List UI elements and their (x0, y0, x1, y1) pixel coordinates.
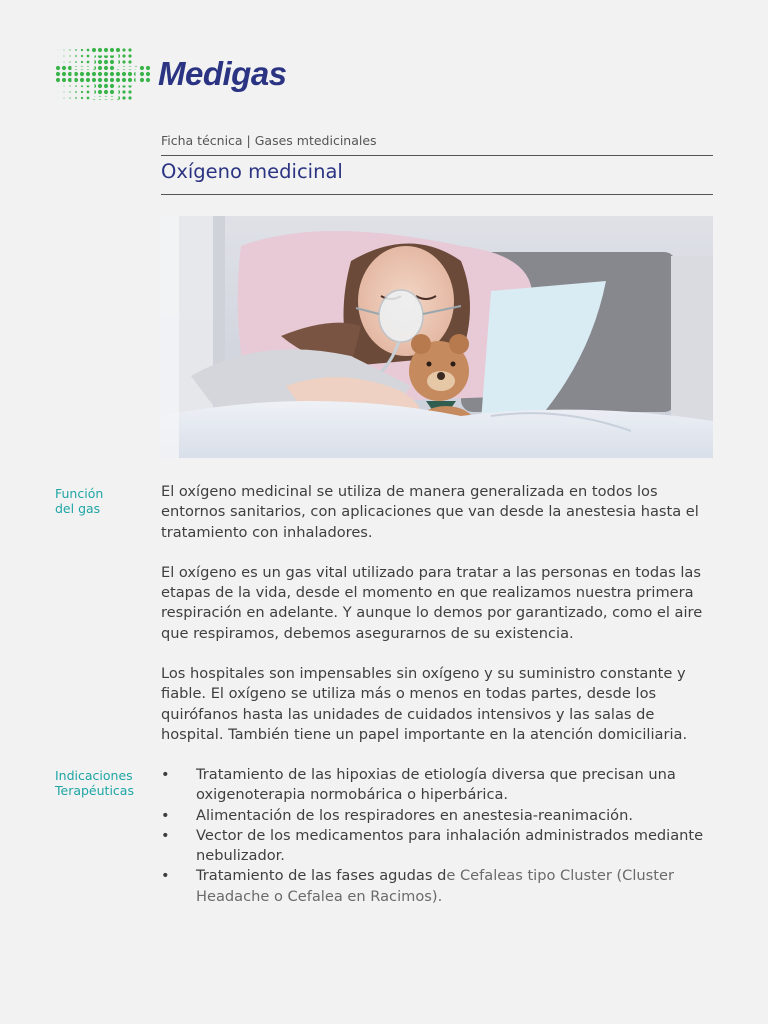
logo-dot (140, 66, 144, 70)
logo-dot (56, 72, 60, 76)
logo-dot (104, 72, 108, 76)
list-item (161, 866, 721, 907)
logo-dot (56, 78, 60, 82)
logo-dot (69, 91, 70, 92)
logo-dot (122, 48, 125, 51)
logo-dot (128, 78, 132, 82)
logo-dot (62, 66, 66, 70)
logo-dot (98, 84, 102, 88)
logo-dot (116, 78, 120, 82)
list-item-text: Alimentación de los respiradores en anestesia-reanimación. (196, 806, 633, 824)
logo-dot (92, 72, 96, 76)
logo-dot (110, 72, 114, 76)
logo-dot (122, 96, 125, 99)
logo-dot (87, 91, 90, 94)
logo-dot (122, 78, 126, 82)
funcion-paragraph: El oxígeno medicinal se utiliza de manera generalizada en todos los entornos sanitarios, con aplicaciones que van desde la anestesia hasta el tratamiento con inhaladores. (161, 483, 699, 541)
logo-dot (81, 97, 83, 99)
logo-dot (128, 54, 131, 57)
logo-dot (104, 84, 108, 88)
logo-dot (87, 55, 90, 58)
logo-dot (104, 66, 108, 70)
hospital-photo (161, 216, 713, 458)
logo-dot (69, 85, 70, 86)
indicaciones-list (161, 765, 721, 907)
funcion-paragraph: Los hospitales son impensables sin oxígeno y su suministro constante y fiable. El oxígeno se utiliza más o menos en todas partes, desde los quirófanos hasta las unidades de cuidados intensivos y las salas de hospital. También tiene un papel importante en la atención domiciliaria. (161, 665, 688, 743)
logo-dot (122, 54, 125, 57)
logo-dot (128, 96, 131, 99)
logo-dot (68, 78, 72, 82)
logo-dot (69, 97, 70, 98)
logo-dot (104, 60, 108, 64)
logo-dot (146, 72, 150, 76)
logo-dot (81, 55, 83, 57)
logo-dot (128, 72, 132, 76)
logo-dot (64, 86, 65, 87)
logo-dot (62, 78, 66, 82)
header-rule-bottom (161, 194, 713, 195)
logo-dot (75, 49, 77, 51)
logo-dot (128, 60, 131, 63)
logo-dot (75, 97, 77, 99)
logo-dot (64, 56, 65, 57)
medigas-cross-logo-icon (55, 46, 155, 102)
list-item-text: Tratamiento de las hipoxias de etiología diversa que precisan una oxigenoterapia normobárica o hiperbárica. (196, 766, 676, 804)
logo-dot (146, 78, 150, 82)
page-title: Oxígeno medicinal (161, 160, 343, 183)
logo-dot (64, 62, 65, 63)
logo-dot (128, 48, 131, 51)
logo-dot (86, 72, 90, 76)
logo-dot (68, 72, 72, 76)
funcion-body (161, 482, 721, 765)
logo-dot (80, 72, 84, 76)
section-label-funcion-line1: Función (55, 486, 104, 501)
logo-dot (81, 91, 83, 93)
logo-dot (75, 61, 77, 63)
logo-dot (98, 66, 102, 70)
logo-dot (110, 48, 114, 52)
medigas-logo (55, 46, 315, 102)
section-label-indicaciones-line2: Terapéuticas (55, 783, 134, 798)
bullet-icon: • (161, 826, 170, 844)
logo-dot (86, 78, 90, 82)
logo-dot (69, 61, 70, 62)
logo-dot (81, 49, 83, 51)
bullet-icon: • (161, 867, 170, 885)
logo-dot (110, 60, 114, 64)
logo-dot (110, 84, 114, 88)
logo-dot (98, 48, 102, 52)
list-item-text-muted: e Cefaleas tipo Cluster (Cluster Headache o Cefalea en Racimos). (196, 867, 674, 905)
logo-dot (122, 60, 125, 63)
logo-dot (92, 78, 96, 82)
section-label-funcion-line2: del gas (55, 501, 101, 516)
logo-dot (104, 78, 108, 82)
list-item (161, 826, 721, 867)
section-label-indicaciones (55, 768, 134, 798)
brand-name: Medigas (158, 55, 287, 92)
logo-dot (98, 90, 102, 94)
logo-dot (69, 49, 70, 50)
logo-dot (87, 97, 90, 100)
list-item-text: Vector de los medicamentos para inhalación administrados mediante nebulizador. (196, 826, 704, 865)
logo-dot (64, 98, 65, 99)
logo-dot (69, 55, 70, 56)
logo-dot (87, 49, 90, 52)
logo-dot (75, 91, 77, 93)
logo-dot (98, 72, 102, 76)
logo-dot (74, 78, 78, 82)
logo-dot (64, 92, 65, 93)
list-item (161, 806, 721, 826)
logo-dot (62, 72, 66, 76)
logo-dot (110, 78, 114, 82)
section-label-funcion (55, 486, 103, 516)
logo-dot (87, 61, 90, 64)
logo-dot (104, 90, 108, 94)
logo-dot (75, 55, 77, 57)
logo-dot (80, 78, 84, 82)
logo-dot (74, 72, 78, 76)
logo-dot (146, 66, 150, 70)
list-item (161, 765, 721, 806)
list-item-text (196, 867, 674, 904)
list-item-text-prefix: Tratamiento de las fases agudas d (196, 867, 447, 885)
logo-dot (140, 78, 144, 82)
logo-dot (104, 48, 108, 52)
logo-dot (140, 72, 144, 76)
logo-dot (64, 50, 65, 51)
logo-dot (56, 66, 60, 70)
logo-dot (122, 90, 125, 93)
logo-dot (110, 90, 114, 94)
logo-dot (81, 61, 83, 63)
logo-dot (98, 78, 102, 82)
breadcrumb: Ficha técnica | Gases mtedicinales (161, 133, 377, 148)
section-label-indicaciones-line1: Indicaciones (55, 768, 133, 783)
child-with-oxygen-mask-image (161, 216, 713, 458)
logo-dot (116, 72, 120, 76)
funcion-paragraph: El oxígeno es un gas vital utilizado para tratar a las personas en todas las etapas de la vida, desde el momento en que realizamos nuestra primera respiración en adelante. Y aunque lo demos por garantizado, como el aire que respiramos, debemos asegurarnos de su existencia. (161, 563, 703, 642)
logo-dot (92, 48, 96, 52)
logo-dot (128, 90, 131, 93)
bullet-icon: • (161, 766, 170, 783)
logo-dot (110, 66, 114, 70)
header-rule-top (161, 155, 713, 156)
logo-dot (98, 60, 102, 64)
bullet-icon: • (161, 806, 170, 824)
logo-dot (68, 66, 72, 70)
logo-dot (122, 72, 126, 76)
logo-dot (116, 48, 120, 52)
